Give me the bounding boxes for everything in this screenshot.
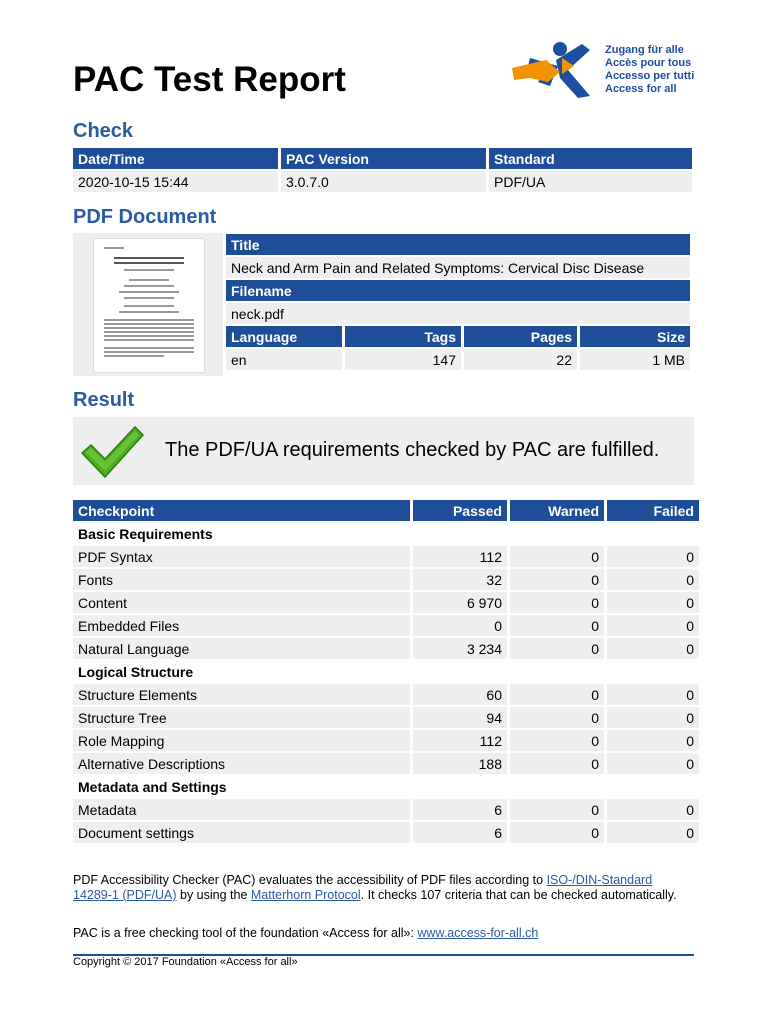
tags-label: Tags <box>345 326 461 347</box>
checkpoint-row <box>73 592 699 613</box>
language-value: en <box>226 349 342 370</box>
document-info-table <box>223 232 693 372</box>
checkpoint-name: Role Mapping <box>73 730 410 751</box>
datetime-value: 2020-10-15 15:44 <box>73 171 278 192</box>
footer-text-1: PDF Accessibility Checker (PAC) evaluates the accessibility of PDF files according to <box>73 873 547 887</box>
warned-count: 0 <box>510 684 604 705</box>
warned-count: 0 <box>510 638 604 659</box>
failed-count: 0 <box>607 592 699 613</box>
size-value: 1 MB <box>580 349 690 370</box>
checkpoint-row <box>73 615 699 636</box>
pages-label: Pages <box>464 326 577 347</box>
pdf-document-heading: PDF Document <box>73 206 217 228</box>
check-table <box>70 146 695 194</box>
result-box <box>73 417 694 485</box>
failed-count: 0 <box>607 822 699 843</box>
logo-line-fr: Accès pour tous <box>605 57 692 69</box>
checkpoint-name: Content <box>73 592 410 613</box>
access-for-all-logo-icon <box>510 38 605 100</box>
warned-header: Warned <box>510 500 604 521</box>
copyright: Copyright © 2017 Foundation «Access for all» <box>73 956 298 968</box>
document-thumbnail-page <box>93 238 205 373</box>
warned-count: 0 <box>510 546 604 567</box>
passed-count: 6 <box>413 822 507 843</box>
logo-line-en: Access for all <box>605 83 677 95</box>
pages-value: 22 <box>464 349 577 370</box>
checkmark-icon <box>79 423 145 481</box>
passed-header: Passed <box>413 500 507 521</box>
failed-count: 0 <box>607 753 699 774</box>
passed-count: 0 <box>413 615 507 636</box>
pac-version-header: PAC Version <box>281 148 486 169</box>
failed-count: 0 <box>607 707 699 728</box>
warned-count: 0 <box>510 753 604 774</box>
checkpoints-table <box>70 498 702 845</box>
checkpoint-row <box>73 684 699 705</box>
footer-foundation <box>73 926 694 941</box>
warned-count: 0 <box>510 569 604 590</box>
footer-text-2: by using the <box>176 888 251 902</box>
passed-count: 60 <box>413 684 507 705</box>
iso-standard-link[interactable]: ISO-/DIN-Standard 14289-1 (PDF/UA) <box>73 873 653 902</box>
checkpoint-row <box>73 799 699 820</box>
checkpoint-row <box>73 707 699 728</box>
tags-value: 147 <box>345 349 461 370</box>
passed-count: 3 234 <box>413 638 507 659</box>
checkpoint-row <box>73 569 699 590</box>
passed-count: 6 970 <box>413 592 507 613</box>
checkpoint-name: PDF Syntax <box>73 546 410 567</box>
logo-line-it: Accesso per tutti <box>605 70 695 82</box>
access-for-all-logo <box>510 38 700 100</box>
checkpoint-header: Checkpoint <box>73 500 410 521</box>
size-label: Size <box>580 326 690 347</box>
filename-label: Filename <box>226 280 690 301</box>
passed-count: 112 <box>413 546 507 567</box>
failed-count: 0 <box>607 799 699 820</box>
logo-text <box>605 44 694 96</box>
filename-value: neck.pdf <box>226 303 690 324</box>
failed-count: 0 <box>607 730 699 751</box>
result-heading: Result <box>73 389 135 411</box>
checkpoint-name: Document settings <box>73 822 410 843</box>
pac-version-value: 3.0.7.0 <box>281 171 486 192</box>
document-thumbnail <box>73 233 223 376</box>
checkpoint-name: Embedded Files <box>73 615 410 636</box>
checkpoint-group-title: Logical Structure <box>73 661 699 682</box>
checkpoint-row <box>73 753 699 774</box>
warned-count: 0 <box>510 822 604 843</box>
warned-count: 0 <box>510 707 604 728</box>
failed-count: 0 <box>607 615 699 636</box>
checkpoint-name: Structure Elements <box>73 684 410 705</box>
failed-header: Failed <box>607 500 699 521</box>
checkpoint-name: Structure Tree <box>73 707 410 728</box>
checkpoint-name: Fonts <box>73 569 410 590</box>
checkpoint-row <box>73 730 699 751</box>
access-for-all-link[interactable]: www.access-for-all.ch <box>417 926 539 940</box>
failed-count: 0 <box>607 569 699 590</box>
warned-count: 0 <box>510 592 604 613</box>
warned-count: 0 <box>510 730 604 751</box>
checkpoint-group-title: Basic Requirements <box>73 523 699 544</box>
passed-count: 188 <box>413 753 507 774</box>
footer-text-3: . It checks 107 criteria that can be checked automatically. <box>360 888 677 902</box>
passed-count: 112 <box>413 730 507 751</box>
checkpoint-row <box>73 822 699 843</box>
failed-count: 0 <box>607 638 699 659</box>
page-title: PAC Test Report <box>73 60 346 99</box>
check-heading: Check <box>73 120 134 142</box>
warned-count: 0 <box>510 799 604 820</box>
checkpoint-group-title: Metadata and Settings <box>73 776 699 797</box>
standard-header: Standard <box>489 148 692 169</box>
result-message: The PDF/UA requirements checked by PAC are fulfilled. <box>165 439 660 461</box>
footer-text-4: PAC is a free checking tool of the foundation «Access for all»: <box>73 926 418 940</box>
title-value: Neck and Arm Pain and Related Symptoms: Cervical Disc Disease <box>226 257 690 278</box>
passed-count: 94 <box>413 707 507 728</box>
language-label: Language <box>226 326 342 347</box>
failed-count: 0 <box>607 684 699 705</box>
checkpoint-name: Alternative Descriptions <box>73 753 410 774</box>
footer-description <box>73 873 694 903</box>
passed-count: 6 <box>413 799 507 820</box>
passed-count: 32 <box>413 569 507 590</box>
checkpoint-name: Metadata <box>73 799 410 820</box>
matterhorn-protocol-link[interactable]: Matterhorn Protocol <box>250 888 361 902</box>
title-label: Title <box>226 234 690 255</box>
datetime-header: Date/Time <box>73 148 278 169</box>
failed-count: 0 <box>607 546 699 567</box>
warned-count: 0 <box>510 615 604 636</box>
checkpoint-row <box>73 638 699 659</box>
checkpoint-row <box>73 546 699 567</box>
checkpoint-name: Natural Language <box>73 638 410 659</box>
standard-value: PDF/UA <box>489 171 692 192</box>
logo-line-de: Zugang für alle <box>605 44 684 56</box>
